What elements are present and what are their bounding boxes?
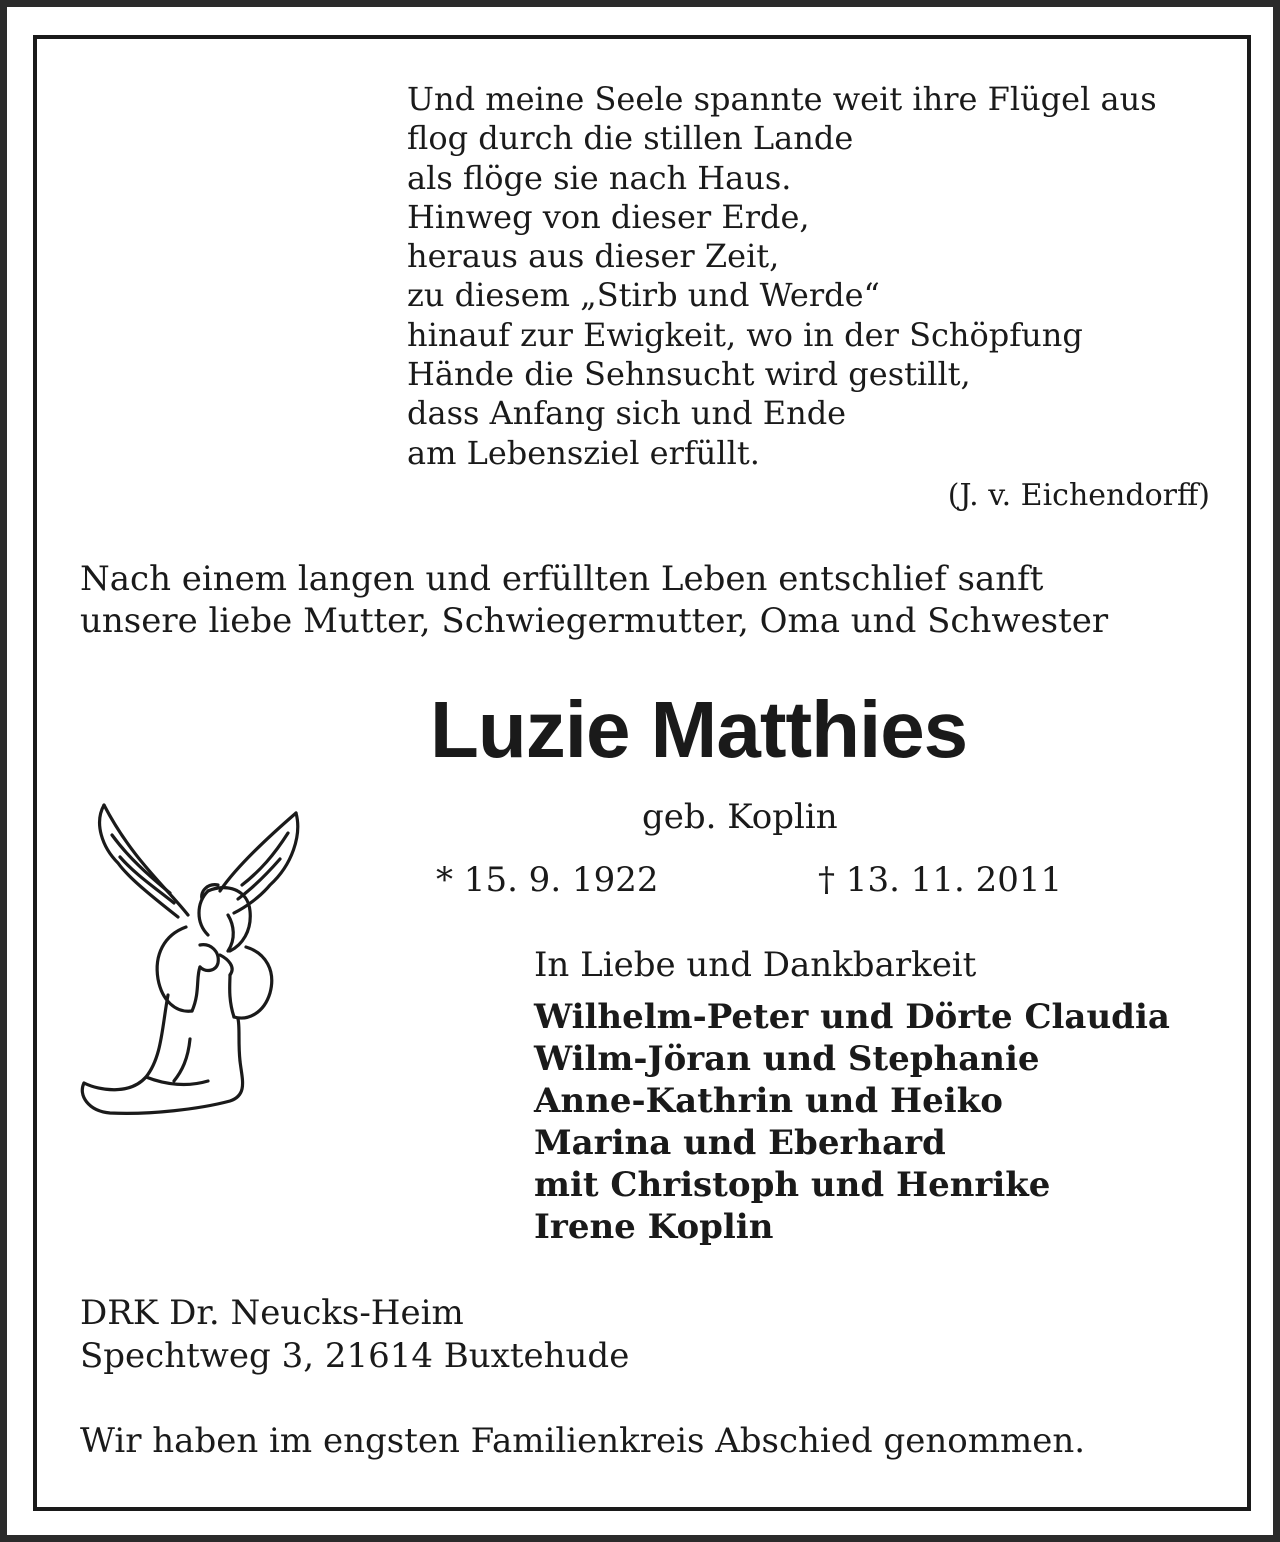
angel-icon: [70, 795, 310, 1125]
mourner-name: Irene Koplin: [534, 1207, 774, 1247]
mourner-name: Anne-Kathrin und Heiko: [534, 1081, 1003, 1121]
mourner-name: Wilm-Jöran und Stephanie: [534, 1039, 1040, 1079]
poem-author: (J. v. Eichendorff): [947, 478, 1210, 513]
poem-line: zu diesem „Stirb und Werde“: [407, 276, 880, 315]
address-line: DRK Dr. Neucks-Heim: [80, 1293, 464, 1333]
poem: [407, 80, 1217, 473]
address-line: Spechtweg 3, 21614 Buxtehude: [80, 1336, 630, 1376]
intro-line: Nach einem langen und erfüllten Leben entschlief sanft: [80, 559, 1044, 599]
poem-line: Hinweg von dieser Erde,: [407, 197, 810, 236]
deceased-name: Luzie Matthies: [430, 685, 968, 774]
mourners-block: [534, 944, 1224, 1248]
birth-date: * 15. 9. 1922: [436, 860, 659, 900]
mourner-name: mit Christoph und Henrike: [534, 1165, 1051, 1205]
mourner-name: Wilhelm-Peter und Dörte Claudia: [534, 997, 1170, 1037]
mourner-name: Marina und Eberhard: [534, 1123, 946, 1163]
death-date: † 13. 11. 2011: [818, 860, 1063, 900]
poem-line: Und meine Seele spannte weit ihre Flügel aus: [407, 80, 1157, 118]
poem-line: hinauf zur Ewigkeit, wo in der Schöpfung: [407, 315, 1083, 354]
poem-line: heraus aus dieser Zeit,: [407, 237, 780, 276]
poem-line: flog durch die stillen Lande: [407, 119, 854, 158]
address-block: [80, 1292, 629, 1378]
poem-line: dass Anfang sich und Ende: [407, 394, 847, 433]
closing-text: Wir haben im engsten Familienkreis Abschied genommen.: [80, 1421, 1086, 1461]
intro-text: [80, 558, 1220, 642]
poem-line: am Lebensziel erfüllt.: [407, 433, 760, 472]
mourners-lead: In Liebe und Dankbarkeit: [534, 945, 977, 985]
poem-line: Hände die Sehnsucht wird gestillt,: [407, 355, 971, 394]
poem-line: als flöge sie nach Haus.: [407, 158, 792, 197]
maiden-name: geb. Koplin: [642, 797, 838, 837]
intro-line: unsere liebe Mutter, Schwiegermutter, Oma und Schwester: [80, 601, 1109, 641]
